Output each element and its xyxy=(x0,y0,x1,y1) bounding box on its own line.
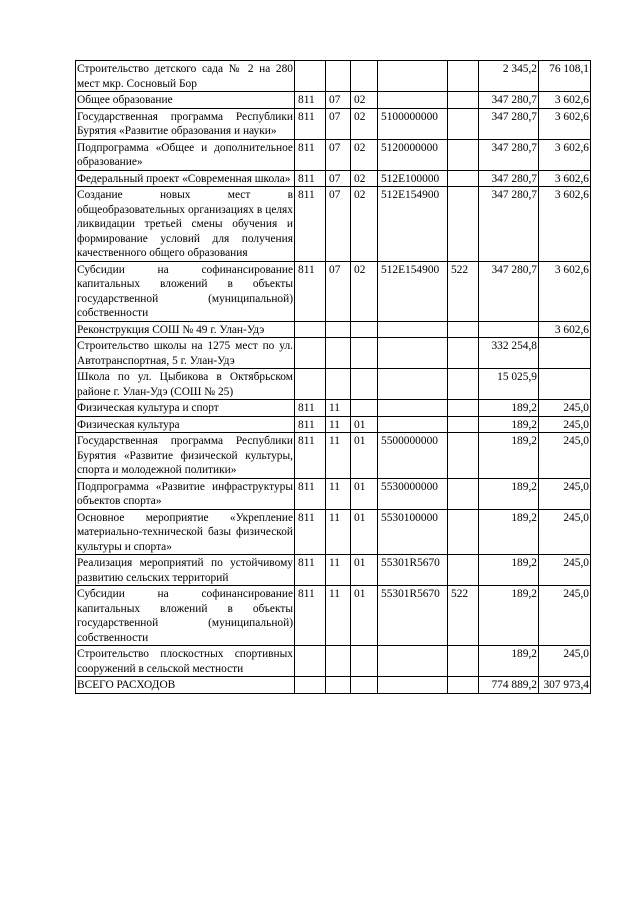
subsection-code-cell: 01 xyxy=(351,478,378,509)
section-code-cell: 11 xyxy=(326,555,351,586)
target-article-code-cell xyxy=(378,677,448,694)
amount-second-year-cell: 76 108,1 xyxy=(539,61,591,92)
expense-type-code-cell xyxy=(448,646,479,677)
section-code-cell: 07 xyxy=(326,170,351,187)
expense-type-code-cell xyxy=(448,509,479,555)
subsection-code-cell: 02 xyxy=(351,261,378,321)
table-row xyxy=(76,433,591,479)
amount-second-year-cell: 3 602,6 xyxy=(539,261,591,321)
expense-type-code-cell xyxy=(448,400,479,417)
item-name-cell: Реконструкция СОШ № 49 г. Улан-Удэ xyxy=(76,321,295,338)
department-code-cell: 811 xyxy=(295,433,326,479)
item-name-cell: Школа по ул. Цыбикова в Октябрьском районе г. Улан-Удэ (СОШ № 25) xyxy=(76,369,295,400)
department-code-cell: 811 xyxy=(295,170,326,187)
subsection-code-cell: 02 xyxy=(351,92,378,109)
expense-type-code-cell: 522 xyxy=(448,261,479,321)
expense-type-code-cell xyxy=(448,187,479,262)
document-page xyxy=(75,60,590,694)
department-code-cell xyxy=(295,677,326,694)
table-row xyxy=(76,400,591,417)
expense-type-code-cell xyxy=(448,433,479,479)
section-code-cell xyxy=(326,338,351,369)
item-name-cell: Государственная программа Республики Бурятия «Развитие образования и науки» xyxy=(76,108,295,139)
section-code-cell: 07 xyxy=(326,92,351,109)
amount-second-year-cell: 307 973,4 xyxy=(539,677,591,694)
section-code-cell: 11 xyxy=(326,400,351,417)
target-article-code-cell: 512E154900 xyxy=(378,261,448,321)
amount-first-year-cell: 189,2 xyxy=(479,433,539,479)
amount-second-year-cell: 245,0 xyxy=(539,509,591,555)
amount-first-year-cell: 189,2 xyxy=(479,416,539,433)
table-body xyxy=(76,61,591,694)
amount-first-year-cell: 189,2 xyxy=(479,646,539,677)
target-article-code-cell xyxy=(378,369,448,400)
amount-first-year-cell xyxy=(479,321,539,338)
amount-first-year-cell: 347 280,7 xyxy=(479,108,539,139)
section-code-cell: 07 xyxy=(326,187,351,262)
target-article-code-cell xyxy=(378,321,448,338)
section-code-cell: 11 xyxy=(326,478,351,509)
section-code-cell xyxy=(326,646,351,677)
item-name-cell: Субсидии на софинансирование капитальных вложений в объекты государственной (муниципальной) собственности xyxy=(76,261,295,321)
subsection-code-cell: 01 xyxy=(351,586,378,646)
item-name-cell: Создание новых мест в общеобразовательных организациях в целях ликвидации третьей смены обучения и формирование условий для получения качественного общего образования xyxy=(76,187,295,262)
amount-first-year-cell: 347 280,7 xyxy=(479,187,539,262)
section-code-cell xyxy=(326,321,351,338)
subsection-code-cell xyxy=(351,677,378,694)
amount-first-year-cell: 347 280,7 xyxy=(479,139,539,170)
expense-type-code-cell xyxy=(448,555,479,586)
table-row xyxy=(76,646,591,677)
expense-type-code-cell xyxy=(448,338,479,369)
table-row xyxy=(76,187,591,262)
subsection-code-cell: 02 xyxy=(351,187,378,262)
section-code-cell: 07 xyxy=(326,261,351,321)
section-code-cell xyxy=(326,677,351,694)
amount-second-year-cell: 245,0 xyxy=(539,416,591,433)
target-article-code-cell xyxy=(378,92,448,109)
table-row xyxy=(76,170,591,187)
amount-first-year-cell: 15 025,9 xyxy=(479,369,539,400)
amount-first-year-cell: 189,2 xyxy=(479,478,539,509)
department-code-cell: 811 xyxy=(295,555,326,586)
table-row xyxy=(76,61,591,92)
department-code-cell xyxy=(295,61,326,92)
target-article-code-cell: 55301R5670 xyxy=(378,555,448,586)
subsection-code-cell xyxy=(351,338,378,369)
department-code-cell: 811 xyxy=(295,478,326,509)
item-name-cell: Подпрограмма «Общее и дополнительное образование» xyxy=(76,139,295,170)
department-code-cell xyxy=(295,369,326,400)
item-name-cell: Общее образование xyxy=(76,92,295,109)
expense-type-code-cell xyxy=(448,416,479,433)
target-article-code-cell: 5530100000 xyxy=(378,509,448,555)
table-row xyxy=(76,586,591,646)
item-name-cell: ВСЕГО РАСХОДОВ xyxy=(76,677,295,694)
amount-second-year-cell xyxy=(539,338,591,369)
table-row xyxy=(76,555,591,586)
expense-type-code-cell xyxy=(448,139,479,170)
section-code-cell xyxy=(326,369,351,400)
subsection-code-cell: 01 xyxy=(351,433,378,479)
amount-second-year-cell: 3 602,6 xyxy=(539,139,591,170)
target-article-code-cell xyxy=(378,646,448,677)
subsection-code-cell: 02 xyxy=(351,108,378,139)
expense-type-code-cell: 522 xyxy=(448,586,479,646)
table-row xyxy=(76,108,591,139)
target-article-code-cell: 55301R5670 xyxy=(378,586,448,646)
item-name-cell: Строительство школы на 1275 мест по ул. Автотранспортная, 5 г. Улан-Удэ xyxy=(76,338,295,369)
amount-second-year-cell: 245,0 xyxy=(539,433,591,479)
subsection-code-cell: 02 xyxy=(351,139,378,170)
amount-first-year-cell: 2 345,2 xyxy=(479,61,539,92)
subsection-code-cell xyxy=(351,400,378,417)
table-row xyxy=(76,321,591,338)
item-name-cell: Физическая культура xyxy=(76,416,295,433)
table-row xyxy=(76,478,591,509)
expense-type-code-cell xyxy=(448,369,479,400)
department-code-cell: 811 xyxy=(295,139,326,170)
department-code-cell: 811 xyxy=(295,261,326,321)
target-article-code-cell xyxy=(378,416,448,433)
department-code-cell xyxy=(295,646,326,677)
amount-first-year-cell: 774 889,2 xyxy=(479,677,539,694)
target-article-code-cell: 5530000000 xyxy=(378,478,448,509)
section-code-cell: 07 xyxy=(326,108,351,139)
target-article-code-cell: 5100000000 xyxy=(378,108,448,139)
subsection-code-cell: 02 xyxy=(351,170,378,187)
target-article-code-cell xyxy=(378,61,448,92)
amount-first-year-cell: 332 254,8 xyxy=(479,338,539,369)
expense-type-code-cell xyxy=(448,170,479,187)
target-article-code-cell: 512E100000 xyxy=(378,170,448,187)
item-name-cell: Субсидии на софинансирование капитальных вложений в объекты государственной (муниципальной) собственности xyxy=(76,586,295,646)
department-code-cell: 811 xyxy=(295,416,326,433)
amount-second-year-cell: 3 602,6 xyxy=(539,170,591,187)
department-code-cell xyxy=(295,321,326,338)
section-code-cell: 11 xyxy=(326,586,351,646)
amount-second-year-cell xyxy=(539,369,591,400)
expense-type-code-cell xyxy=(448,108,479,139)
department-code-cell: 811 xyxy=(295,586,326,646)
amount-first-year-cell: 189,2 xyxy=(479,586,539,646)
target-article-code-cell: 512E154900 xyxy=(378,187,448,262)
department-code-cell: 811 xyxy=(295,108,326,139)
amount-first-year-cell: 347 280,7 xyxy=(479,261,539,321)
item-name-cell: Подпрограмма «Развитие инфраструктуры объектов спорта» xyxy=(76,478,295,509)
total-row xyxy=(76,677,591,694)
subsection-code-cell: 01 xyxy=(351,416,378,433)
amount-second-year-cell: 245,0 xyxy=(539,586,591,646)
expense-type-code-cell xyxy=(448,321,479,338)
item-name-cell: Физическая культура и спорт xyxy=(76,400,295,417)
expense-type-code-cell xyxy=(448,92,479,109)
subsection-code-cell: 01 xyxy=(351,555,378,586)
amount-first-year-cell: 189,2 xyxy=(479,400,539,417)
amount-second-year-cell: 245,0 xyxy=(539,555,591,586)
budget-expenditure-table xyxy=(75,60,591,694)
expense-type-code-cell xyxy=(448,478,479,509)
section-code-cell: 11 xyxy=(326,433,351,479)
item-name-cell: Строительство плоскостных спортивных сооружений в сельской местности xyxy=(76,646,295,677)
subsection-code-cell: 01 xyxy=(351,509,378,555)
target-article-code-cell xyxy=(378,400,448,417)
department-code-cell: 811 xyxy=(295,509,326,555)
department-code-cell: 811 xyxy=(295,187,326,262)
expense-type-code-cell xyxy=(448,677,479,694)
expense-type-code-cell xyxy=(448,61,479,92)
section-code-cell: 07 xyxy=(326,139,351,170)
item-name-cell: Основное мероприятие «Укрепление материально-технической базы физической культуры и спорта» xyxy=(76,509,295,555)
table-row xyxy=(76,92,591,109)
department-code-cell xyxy=(295,338,326,369)
subsection-code-cell xyxy=(351,61,378,92)
amount-second-year-cell: 3 602,6 xyxy=(539,321,591,338)
table-row xyxy=(76,139,591,170)
subsection-code-cell xyxy=(351,321,378,338)
table-row xyxy=(76,369,591,400)
table-row xyxy=(76,261,591,321)
subsection-code-cell xyxy=(351,646,378,677)
amount-first-year-cell: 189,2 xyxy=(479,509,539,555)
amount-second-year-cell: 245,0 xyxy=(539,478,591,509)
subsection-code-cell xyxy=(351,369,378,400)
table-row xyxy=(76,509,591,555)
target-article-code-cell xyxy=(378,338,448,369)
department-code-cell: 811 xyxy=(295,400,326,417)
item-name-cell: Государственная программа Республики Бурятия «Развитие физической культуры, спорта и молодежной политики» xyxy=(76,433,295,479)
amount-second-year-cell: 3 602,6 xyxy=(539,187,591,262)
amount-first-year-cell: 347 280,7 xyxy=(479,170,539,187)
amount-second-year-cell: 3 602,6 xyxy=(539,92,591,109)
amount-first-year-cell: 347 280,7 xyxy=(479,92,539,109)
section-code-cell: 11 xyxy=(326,509,351,555)
amount-first-year-cell: 189,2 xyxy=(479,555,539,586)
section-code-cell: 11 xyxy=(326,416,351,433)
amount-second-year-cell: 245,0 xyxy=(539,646,591,677)
target-article-code-cell: 5500000000 xyxy=(378,433,448,479)
item-name-cell: Федеральный проект «Современная школа» xyxy=(76,170,295,187)
table-row xyxy=(76,338,591,369)
target-article-code-cell: 5120000000 xyxy=(378,139,448,170)
amount-second-year-cell: 245,0 xyxy=(539,400,591,417)
section-code-cell xyxy=(326,61,351,92)
department-code-cell: 811 xyxy=(295,92,326,109)
item-name-cell: Реализация мероприятий по устойчивому развитию сельских территорий xyxy=(76,555,295,586)
amount-second-year-cell: 3 602,6 xyxy=(539,108,591,139)
item-name-cell: Строительство детского сада № 2 на 280 мест мкр. Сосновый Бор xyxy=(76,61,295,92)
table-row xyxy=(76,416,591,433)
